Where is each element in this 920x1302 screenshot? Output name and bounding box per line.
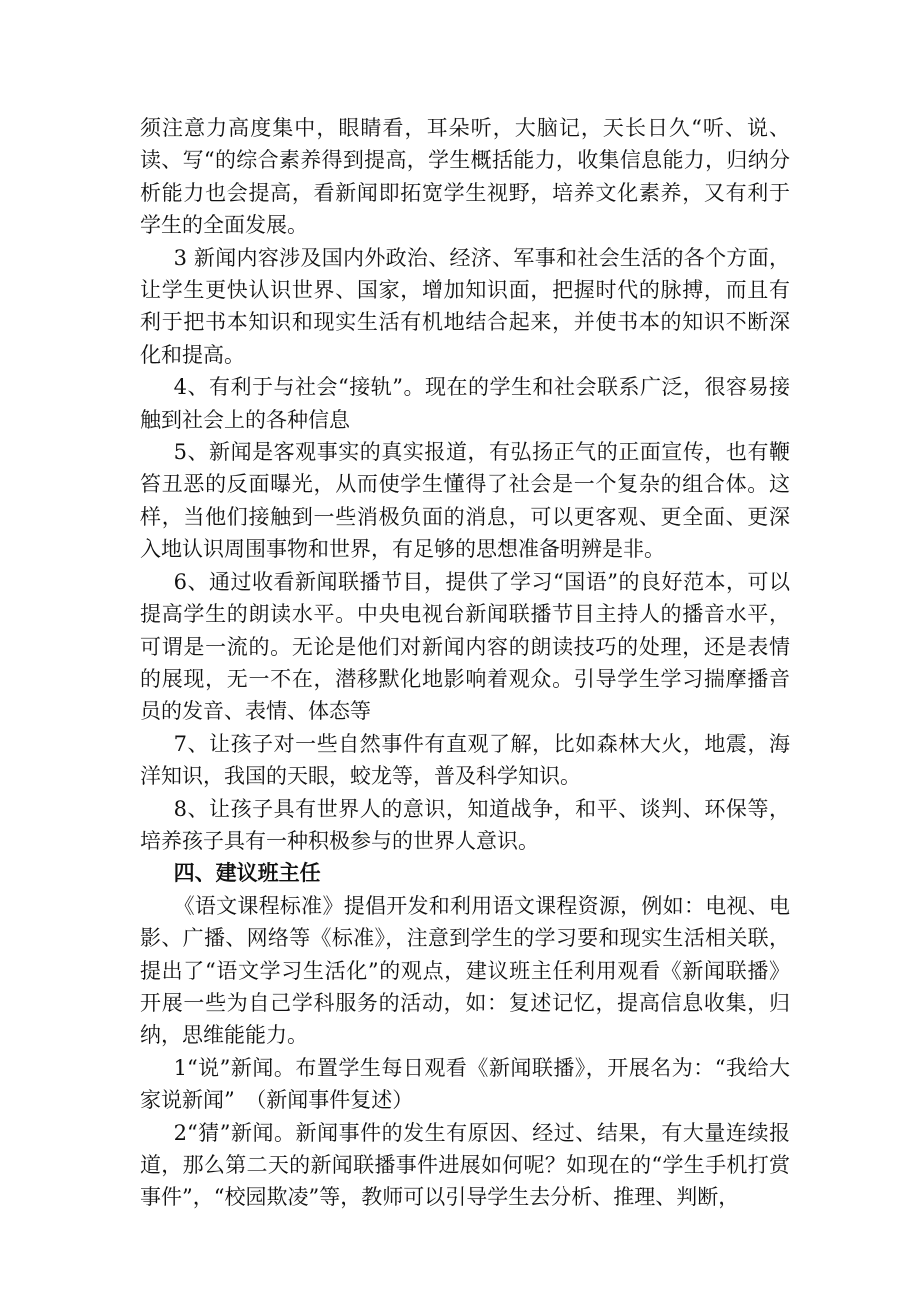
paragraph-point-7: 7、让孩子对一些自然事件有直观了解，比如森林大火，地震，海洋知识，我国的天眼，蛟龙等，普及科学知识。 xyxy=(140,731,790,789)
paragraph-activity-1: 1“说”新闻。布置学生每日观看《新闻联播》，开展名为：“我给大家说新闻” （新闻事件复述） xyxy=(140,1055,790,1113)
paragraph-curriculum: 《语文课程标准》提倡开发和利用语文课程资源，例如：电视、电影、广播、网络等《标准》，注意到学生的学习要和现实生活相关联，提出了“语文学习生活化”的观点，建议班主任利用观看《新闻联播》开展一些为自己学科服务的活动，如：复述记忆，提高信息收集，归纳，思维能能力。 xyxy=(140,893,790,1048)
paragraph-point-3: 3 新闻内容涉及国内外政治、经济、军事和社会生活的各个方面，让学生更快认识世界、国家，增加知识面，把握时代的脉搏，而且有利于把书本知识和现实生活有机地结合起来，并使书本的知识不断深化和提高。 xyxy=(140,245,790,367)
paragraph-point-6: 6、通过收看新闻联播节目，提供了学习“国语”的良好范本，可以提高学生的朗读水平。中央电视台新闻联播节目主持人的播音水平，可谓是一流的。无论是他们对新闻内容的朗读技巧的处理，还是表情的展现，无一不在，潜移默化地影响着观众。引导学生学习揣摩播音员的发音、表情、体态等 xyxy=(140,569,790,724)
paragraph-continuation: 须注意力高度集中，眼睛看，耳朵听，大脑记，天长日久“听、说、读、写“的综合素养得到提高，学生概括能力，收集信息能力，归纳分析能力也会提高，看新闻即拓宽学生视野，培养文化素养，又有利于学生的全面发展。 xyxy=(140,116,790,238)
paragraph-point-8: 8、让孩子具有世界人的意识，知道战争，和平、谈判、环保等，培养孩子具有一种积极参与的世界人意识。 xyxy=(140,796,790,853)
paragraph-point-5: 5、新闻是客观事实的真实报道，有弘扬正气的正面宣传，也有鞭笞丑恶的反面曝光，从而使学生懂得了社会是一个复杂的组合体。这样，当他们接触到一些消极负面的消息，可以更客观、更全面、更深入地认识周围事物和世界，有足够的思想准备明辨是非。 xyxy=(140,440,790,562)
document-body xyxy=(140,112,790,1214)
section-heading: 四、建议班主任 xyxy=(173,860,321,886)
paragraph-activity-2: 2“猜”新闻。新闻事件的发生有原因、经过、结果，有大量连续报道，那么第二天的新闻联播事件进展如何呢？如现在的“学生手机打赏事件”，“校园欺凌”等，教师可以引导学生去分析、推理、判断， xyxy=(140,1120,790,1210)
paragraph-point-4: 4、有利于与社会“接轨”。现在的学生和社会联系广泛，很容易接触到社会上的各种信息 xyxy=(140,375,790,432)
